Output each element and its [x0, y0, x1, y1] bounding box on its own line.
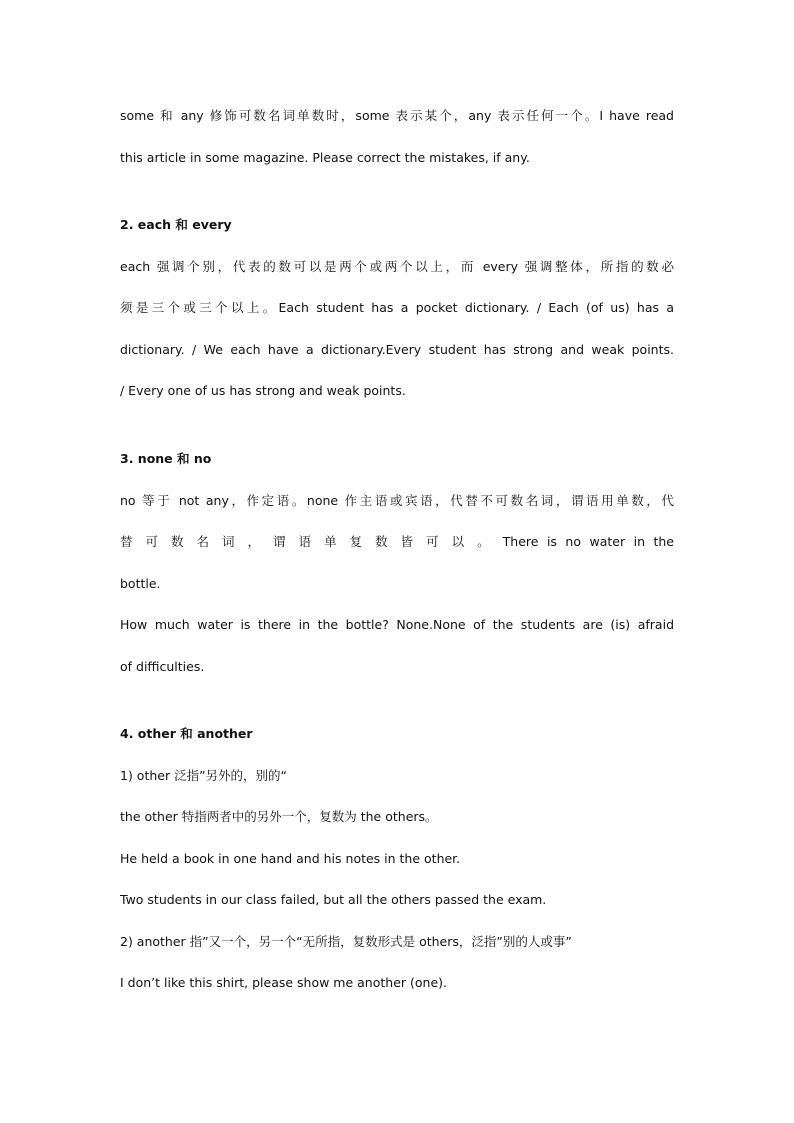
item-other-definition: 1) other 泛指”另外的，别的“	[120, 768, 288, 783]
para-some-any-line-1: some 和 any 修饰可数名词单数时，some 表示某个，any 表示任何一个。I have read	[120, 108, 674, 123]
para-each-every-line-4: / Every one of us has strong and weak points.	[120, 383, 406, 398]
para-none-no-line-3: bottle.	[120, 576, 161, 591]
heading-each-every: 2. each 和 every	[120, 217, 232, 232]
heading-none-no: 3. none 和 no	[120, 451, 212, 466]
para-each-every-line-3: dictionary. / We each have a dictionary.Every student has strong and weak points.	[120, 342, 674, 357]
example-the-others-2: Two students in our class failed, but all the others passed the exam.	[120, 892, 547, 907]
item-another-definition: 2) another 指”又一个，另一个“无所指，复数形式是 others，泛指”别的人或事”	[120, 934, 572, 949]
item-the-other-definition: the other 特指两者中的另外一个，复数为 the others。	[120, 809, 438, 824]
para-none-no-line-1: no 等于 not any，作定语。none 作主语或宾语，代替不可数名词，谓语用单数，代	[120, 493, 674, 508]
para-some-any-line-2: this article in some magazine. Please correct the mistakes, if any.	[120, 150, 530, 165]
para-none-no-line-2: 替 可 数 名 词 ， 谓 语 单 复 数 皆 可 以 。 There is no water in the	[120, 534, 674, 549]
heading-other-another: 4. other 和 another	[120, 726, 253, 741]
example-the-other-1: He held a book in one hand and his notes in the other.	[120, 851, 461, 866]
para-each-every-line-2: 须是三个或三个以上。Each student has a pocket dictionary. / Each (of us) has a	[120, 300, 674, 315]
para-none-no-line-5: of difficulties.	[120, 659, 205, 674]
example-another: I don’t like this shirt, please show me another (one).	[120, 975, 447, 990]
para-each-every-line-1: each 强调个别，代表的数可以是两个或两个以上，而 every 强调整体，所指的数必	[120, 259, 674, 274]
para-none-no-line-4: How much water is there in the bottle? None.None of the students are (is) afraid	[120, 617, 674, 632]
